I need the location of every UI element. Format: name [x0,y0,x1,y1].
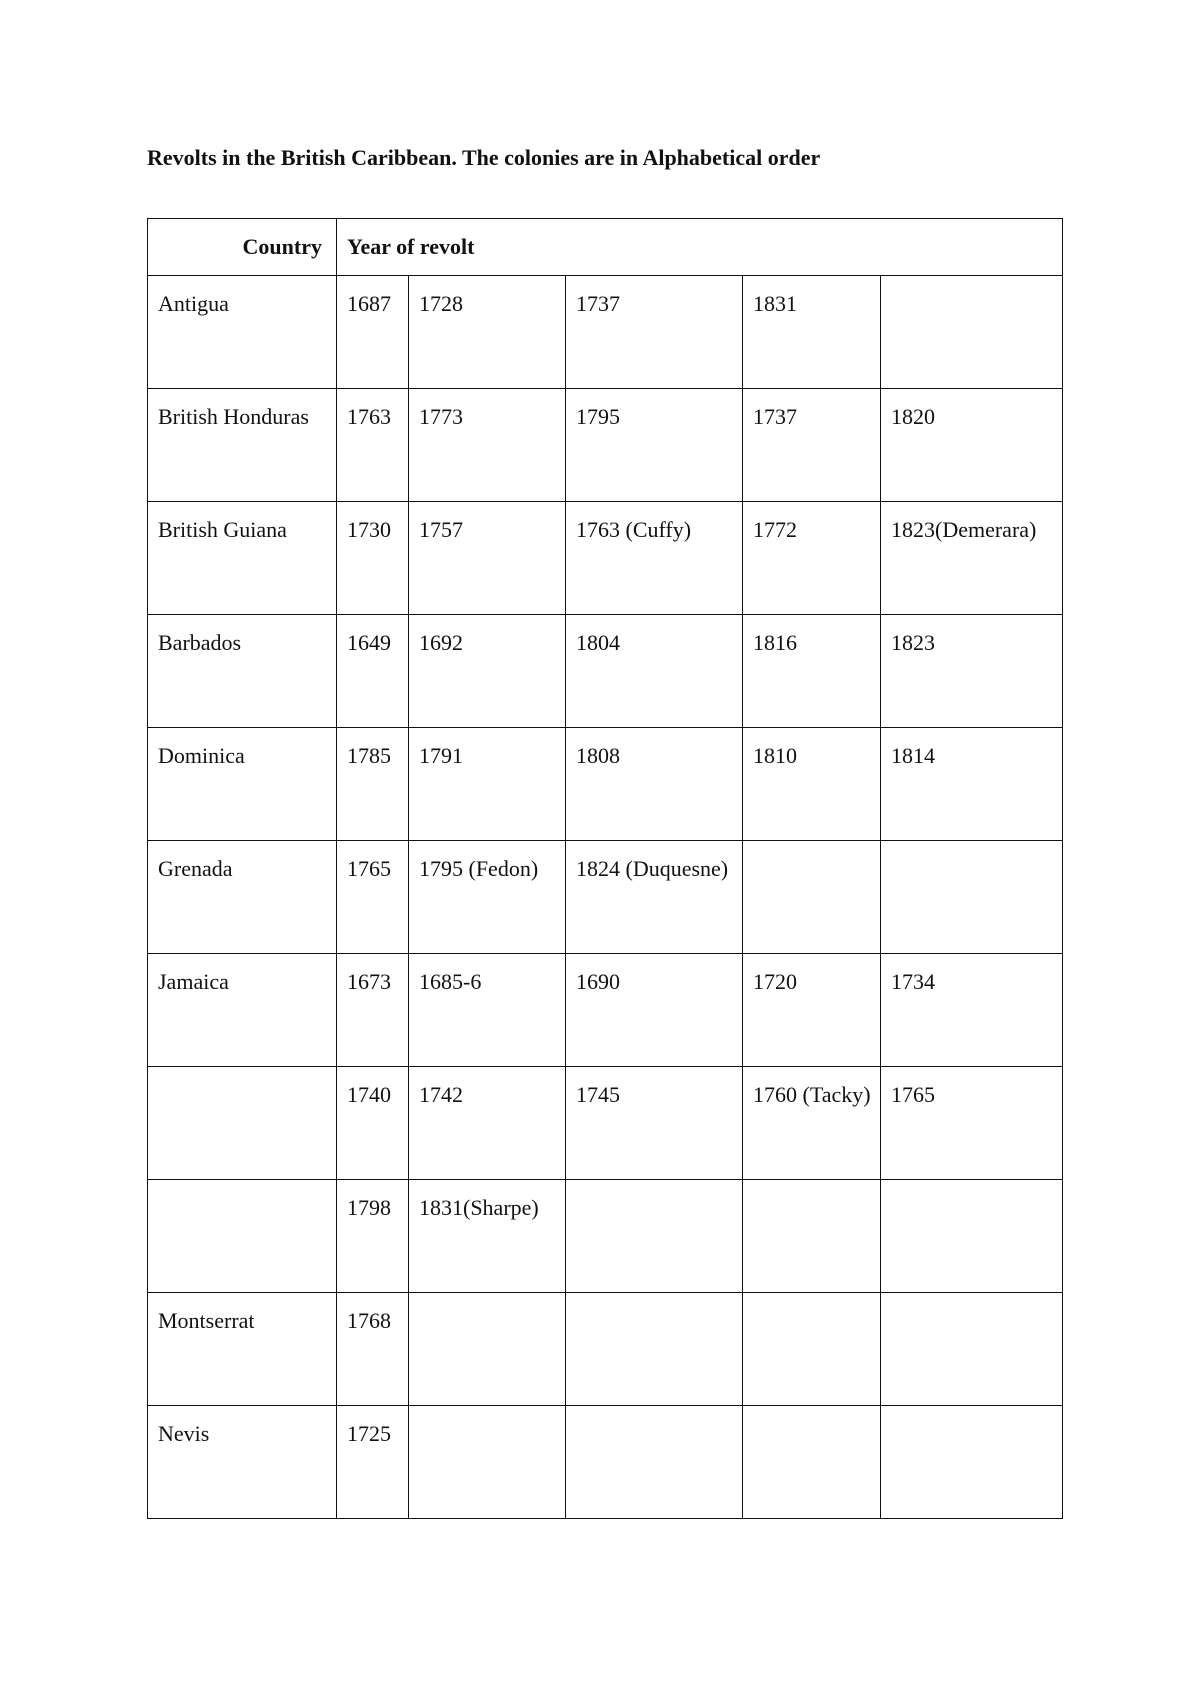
year-of-revolt-value: 1725 [347,1421,391,1446]
year-of-revolt-value: 1795 [576,404,620,429]
year-cell [337,1180,409,1293]
year-cell [409,954,566,1067]
year-cell [743,502,881,615]
year-cell [409,1406,566,1519]
year-cell [743,1067,881,1180]
year-cell [566,389,743,502]
year-of-revolt-value: 1831 [753,291,797,316]
year-cell [337,841,409,954]
table-row [148,276,1063,389]
year-cell [881,615,1063,728]
year-cell [409,1180,566,1293]
year-of-revolt-value: 1673 [347,969,391,994]
year-cell [566,615,743,728]
year-cell [743,954,881,1067]
year-of-revolt-value: 1768 [347,1308,391,1333]
country-cell [148,1406,337,1519]
year-cell [566,841,743,954]
year-cell [337,389,409,502]
year-of-revolt-value: 1804 [576,630,620,655]
year-of-revolt-value: 1757 [419,517,463,542]
country-name: British Honduras [158,404,309,429]
table-row [148,954,1063,1067]
country-cell [148,954,337,1067]
year-cell [881,1067,1063,1180]
year-of-revolt-value: 1734 [891,969,935,994]
year-of-revolt-value: 1824 (Duquesne) [576,856,729,881]
header-year-of-revolt: Year of revolt [337,219,1063,276]
year-cell [881,502,1063,615]
year-of-revolt-value: 1742 [419,1082,463,1107]
year-of-revolt-value: 1740 [347,1082,391,1107]
year-cell [743,615,881,728]
year-cell [337,1067,409,1180]
year-of-revolt-value: 1773 [419,404,463,429]
year-of-revolt-value: 1814 [891,743,935,768]
year-of-revolt-value: 1687 [347,291,391,316]
table-row [148,1067,1063,1180]
table-row [148,1293,1063,1406]
year-of-revolt-value: 1765 [347,856,391,881]
year-cell [337,954,409,1067]
table-row [148,502,1063,615]
year-of-revolt-value: 1798 [347,1195,391,1220]
year-cell [409,389,566,502]
year-cell [743,728,881,841]
year-cell [566,1067,743,1180]
year-cell [566,276,743,389]
country-cell [148,276,337,389]
year-cell [409,841,566,954]
year-of-revolt-value: 1745 [576,1082,620,1107]
year-cell [337,1293,409,1406]
year-cell [409,728,566,841]
year-cell [566,502,743,615]
country-cell [148,841,337,954]
year-cell [743,1180,881,1293]
year-cell [337,276,409,389]
year-of-revolt-value: 1785 [347,743,391,768]
year-cell [409,502,566,615]
year-of-revolt-value: 1831(Sharpe) [419,1195,539,1220]
year-cell [881,954,1063,1067]
country-name: Nevis [158,1421,210,1446]
country-name: British Guiana [158,517,287,542]
year-of-revolt-value: 1649 [347,630,391,655]
year-of-revolt-value: 1737 [753,404,797,429]
country-cell [148,615,337,728]
country-name: Barbados [158,630,242,655]
year-cell [743,276,881,389]
year-of-revolt-value: 1763 (Cuffy) [576,517,692,542]
year-cell [881,1180,1063,1293]
year-cell [409,615,566,728]
revolts-table [147,218,1063,1519]
year-cell [881,1406,1063,1519]
year-cell [881,728,1063,841]
country-cell [148,389,337,502]
year-cell [566,954,743,1067]
year-of-revolt-value: 1763 [347,404,391,429]
year-of-revolt-value: 1760 (Tacky) [753,1082,871,1107]
year-cell [743,1406,881,1519]
year-of-revolt-value: 1730 [347,517,391,542]
year-cell [409,276,566,389]
year-of-revolt-value: 1791 [419,743,463,768]
year-cell [743,841,881,954]
year-cell [337,615,409,728]
year-cell [566,1180,743,1293]
year-cell [409,1293,566,1406]
country-name: Dominica [158,743,245,768]
year-cell [566,1293,743,1406]
year-of-revolt-value: 1810 [753,743,797,768]
country-cell [148,1067,337,1180]
page-title: Revolts in the British Caribbean. The colonies are in Alphabetical order [147,145,821,170]
country-cell [148,1293,337,1406]
year-cell [337,728,409,841]
table-body [148,276,1063,1519]
year-cell [337,502,409,615]
table-row [148,728,1063,841]
year-cell [409,1067,566,1180]
table-header-row [148,219,1063,276]
year-of-revolt-value: 1808 [576,743,620,768]
year-of-revolt-value: 1685-6 [419,969,482,994]
country-name: Jamaica [158,969,229,994]
year-cell [743,1293,881,1406]
header-country: Country [148,219,337,276]
table-row [148,1180,1063,1293]
year-of-revolt-value: 1820 [891,404,935,429]
year-of-revolt-value: 1816 [753,630,797,655]
table-row [148,615,1063,728]
country-cell [148,728,337,841]
year-of-revolt-value: 1720 [753,969,797,994]
year-cell [881,1293,1063,1406]
table-row [148,1406,1063,1519]
year-cell [743,389,881,502]
year-of-revolt-value: 1690 [576,969,620,994]
year-cell [566,728,743,841]
year-of-revolt-value: 1772 [753,517,797,542]
year-cell [881,276,1063,389]
country-cell [148,1180,337,1293]
country-cell [148,502,337,615]
year-of-revolt-value: 1795 (Fedon) [419,856,539,881]
country-name: Montserrat [158,1308,255,1333]
year-of-revolt-value: 1728 [419,291,463,316]
country-name: Antigua [158,291,229,316]
year-of-revolt-value: 1823 [891,630,935,655]
year-cell [881,389,1063,502]
year-of-revolt-value: 1737 [576,291,620,316]
year-cell [566,1406,743,1519]
year-of-revolt-value: 1823(Demerara) [891,517,1037,542]
year-cell [337,1406,409,1519]
country-name: Grenada [158,856,233,881]
table-row [148,841,1063,954]
table-row [148,389,1063,502]
year-of-revolt-value: 1765 [891,1082,935,1107]
year-of-revolt-value: 1692 [419,630,463,655]
year-cell [881,841,1063,954]
